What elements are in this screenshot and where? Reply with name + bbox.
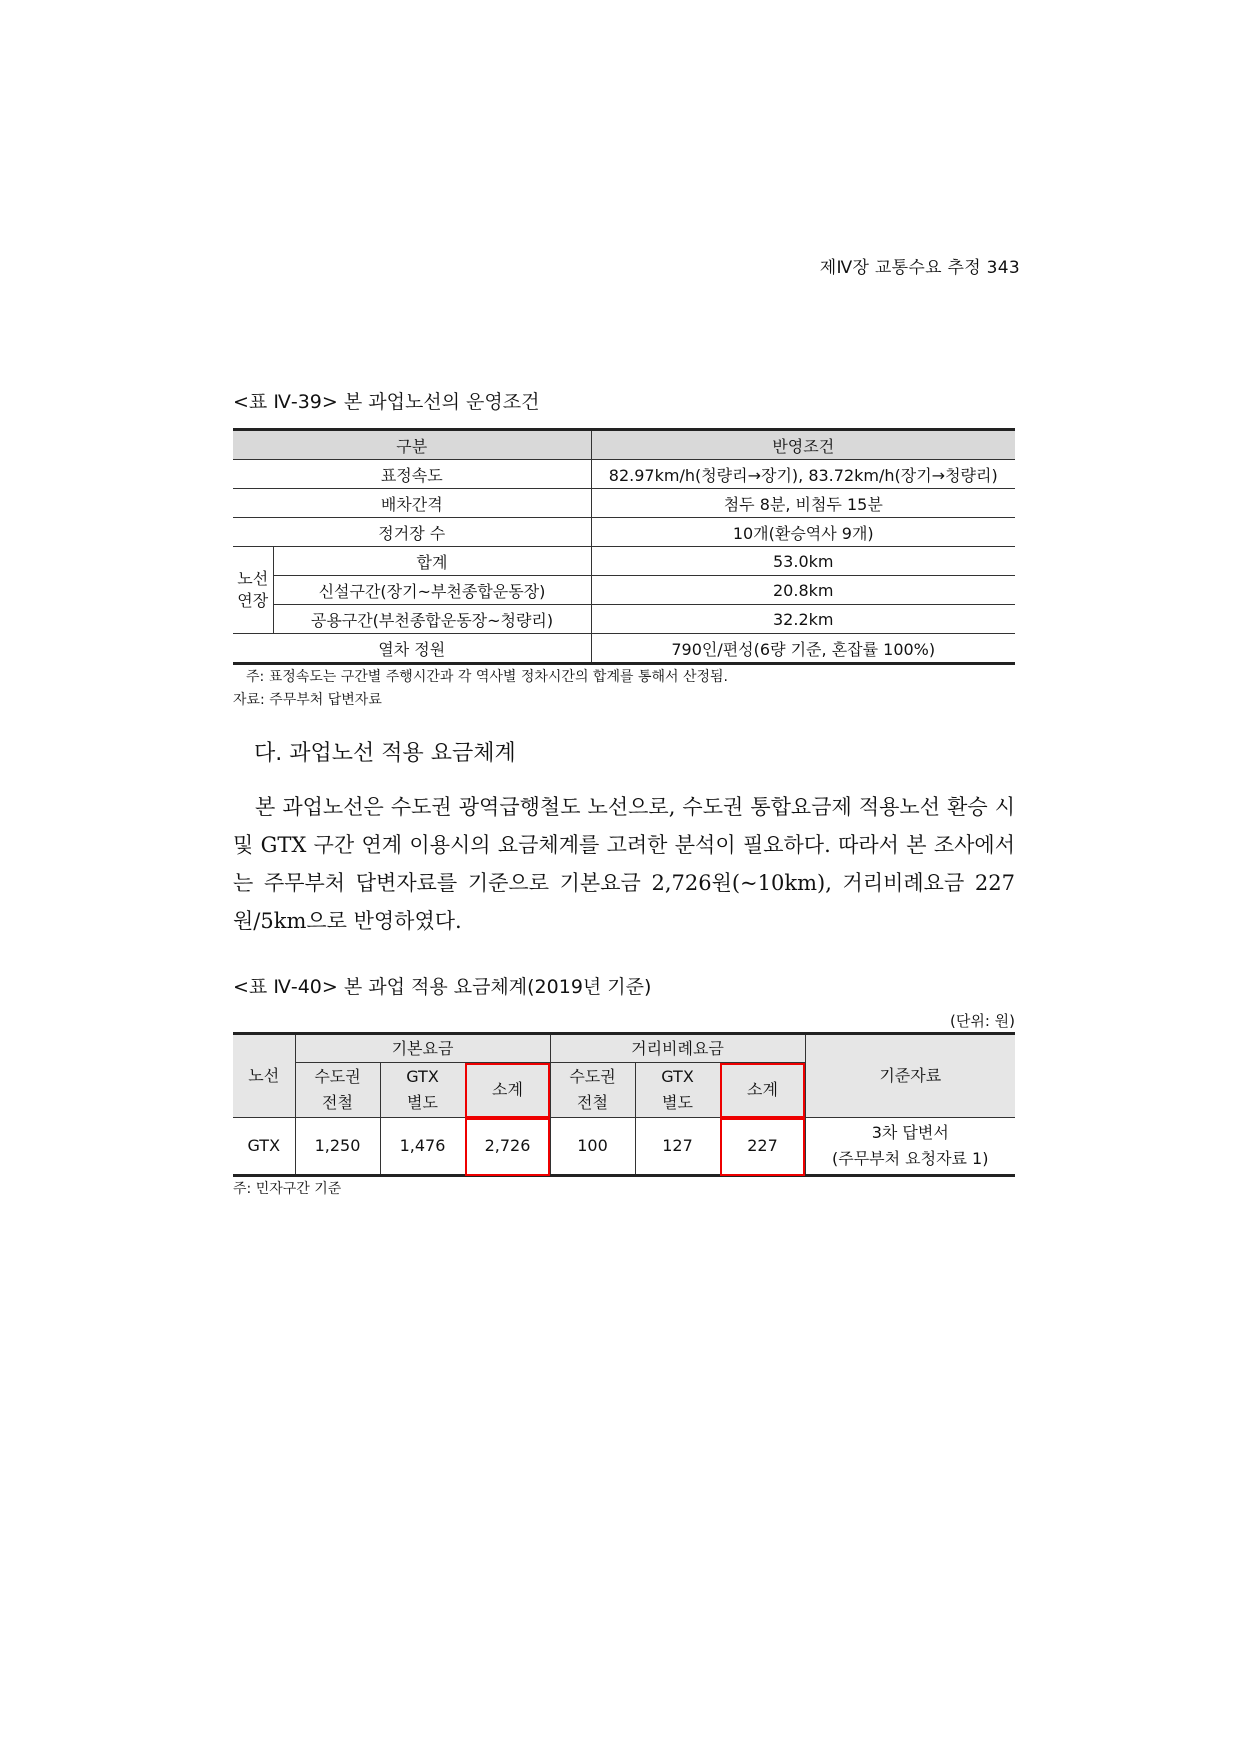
header-distance-subtotal: 소계 <box>720 1063 805 1118</box>
header-category: 구분 <box>233 430 591 460</box>
header-base-fare: 기본요금 <box>295 1034 550 1063</box>
table-row <box>233 489 1015 518</box>
route-length-group-label: 노선 연장 <box>233 547 273 634</box>
cell-base-subtotal: 2,726 <box>465 1118 550 1176</box>
table-header-row <box>233 1034 1015 1063</box>
row-label: 합계 <box>273 547 591 576</box>
table-row <box>233 605 1015 634</box>
table1-source: 자료: 주무부처 답변자료 <box>233 692 382 708</box>
table1-note: 주: 표정속도는 구간별 주행시간과 각 역사별 정차시간의 합계를 통해서 산정됨. <box>246 669 728 685</box>
table-header-row <box>233 430 1015 460</box>
cell-distance-metro: 100 <box>550 1118 635 1176</box>
reference-line-1: 3차 답변서 <box>871 1123 949 1142</box>
row-value: 82.97km/h(청량리→장기), 83.72km/h(장기→청량리) <box>591 460 1015 489</box>
header-condition: 반영조건 <box>591 430 1015 460</box>
row-value: 첨두 8분, 비첨두 15분 <box>591 489 1015 518</box>
row-value: 32.2km <box>591 605 1015 634</box>
fare-system-table <box>233 1032 1015 1177</box>
header-distance-fare: 거리비례요금 <box>550 1034 805 1063</box>
table-row <box>233 1118 1015 1176</box>
row-label: 정거장 수 <box>233 518 591 547</box>
reference-line-2: (주무부처 요청자료 1) <box>832 1149 989 1168</box>
running-header: 제Ⅳ장 교통수요 추정 343 <box>819 258 1020 278</box>
table-row <box>233 460 1015 489</box>
unit-label: (단위: 원) <box>950 1012 1015 1030</box>
row-label: 공용구간(부천종합운동장~청량리) <box>273 605 591 634</box>
header-distance-gtx: GTX 별도 <box>635 1063 720 1118</box>
header-base-subtotal: 소계 <box>465 1063 550 1118</box>
cell-route: GTX <box>233 1118 295 1176</box>
cell-distance-gtx: 127 <box>635 1118 720 1176</box>
table-row <box>233 634 1015 664</box>
header-base-gtx: GTX 별도 <box>380 1063 465 1118</box>
header-reference: 기준자료 <box>805 1034 1015 1118</box>
table2-note: 주: 민자구간 기준 <box>233 1181 342 1197</box>
table-row <box>233 576 1015 605</box>
header-distance-metro: 수도권 전철 <box>550 1063 635 1118</box>
cell-base-gtx: 1,476 <box>380 1118 465 1176</box>
cell-reference <box>805 1118 1015 1176</box>
row-label: 신설구간(장기~부천종합운동장) <box>273 576 591 605</box>
row-value: 53.0km <box>591 547 1015 576</box>
table2-caption: <표 Ⅳ-40> 본 과업 적용 요금체계(2019년 기준) <box>233 976 652 998</box>
cell-distance-subtotal: 227 <box>720 1118 805 1176</box>
cell-base-metro: 1,250 <box>295 1118 380 1176</box>
operating-conditions-table <box>233 428 1015 665</box>
row-label: 표정속도 <box>233 460 591 489</box>
table-row <box>233 518 1015 547</box>
header-base-metro: 수도권 전철 <box>295 1063 380 1118</box>
table-row <box>233 547 1015 576</box>
row-value: 20.8km <box>591 576 1015 605</box>
row-value: 10개(환승역사 9개) <box>591 518 1015 547</box>
row-value: 790인/편성(6량 기준, 혼잡률 100%) <box>591 634 1015 664</box>
table1-caption: <표 Ⅳ-39> 본 과업노선의 운영조건 <box>233 391 540 413</box>
row-label: 배차간격 <box>233 489 591 518</box>
section-heading: 다. 과업노선 적용 요금체계 <box>254 741 516 766</box>
row-label: 열차 정원 <box>233 634 591 664</box>
header-route: 노선 <box>233 1034 295 1118</box>
body-paragraph: 본 과업노선은 수도권 광역급행철도 노선으로, 수도권 통합요금제 적용노선 환승 시 및 GTX 구간 연계 이용시의 요금체계를 고려한 분석이 필요하다. 따라서 본 조사에서는 주무부처 답변자료를 기준으로 기본요금 2,726원(~10km), 거리비례요금 227원/5km으로 반영하였다. <box>233 795 1015 933</box>
